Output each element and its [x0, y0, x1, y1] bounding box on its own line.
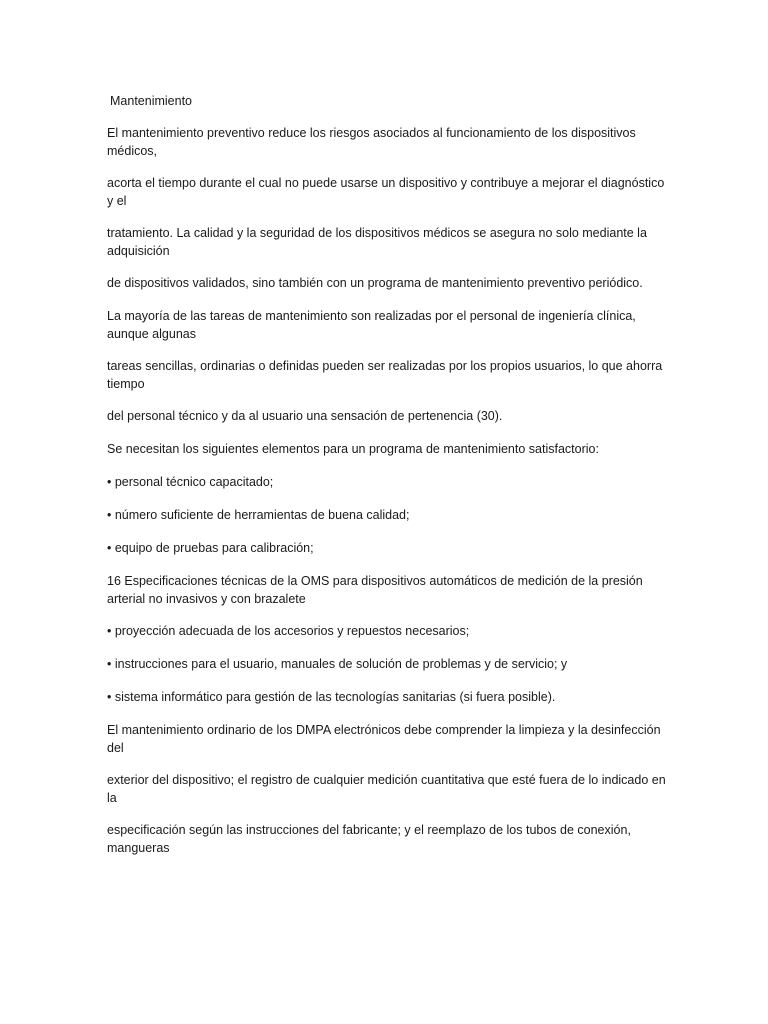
paragraph-4: de dispositivos validados, sino también con un programa de mantenimiento preventivo periódico. [107, 276, 643, 290]
list-item-1: • personal técnico capacitado; [107, 475, 274, 489]
list-item-6: • sistema informático para gestión de las tecnologías sanitarias (si fuera posible). [107, 690, 556, 704]
paragraph-11: especificación según las instrucciones del fabricante; y el reemplazo de los tubos de conexión, mangueras [107, 823, 631, 855]
paragraph-9: El mantenimiento ordinario de los DMPA electrónicos debe comprender la limpieza y la desinfección del [107, 723, 661, 755]
list-item-2: • número suficiente de herramientas de buena calidad; [107, 508, 410, 522]
paragraph-2: acorta el tiempo durante el cual no puede usarse un dispositivo y contribuye a mejorar el diagnóstico y el [107, 176, 665, 208]
paragraph-10: exterior del dispositivo; el registro de cualquier medición cuantitativa que esté fuera de lo indicado en la [107, 773, 666, 805]
paragraph-3: tratamiento. La calidad y la seguridad de los dispositivos médicos se asegura no solo mediante la adquisición [107, 226, 647, 258]
paragraph-8: Se necesitan los siguientes elementos para un programa de mantenimiento satisfactorio: [107, 442, 599, 456]
paragraph-1: El mantenimiento preventivo reduce los riesgos asociados al funcionamiento de los dispositivos médicos, [107, 126, 636, 158]
paragraph-6: tareas sencillas, ordinarias o definidas pueden ser realizadas por los propios usuarios, lo que ahorra tiempo [107, 359, 663, 391]
running-header-note: 16 Especificaciones técnicas de la OMS para dispositivos automáticos de medición de la presión arterial no invasivos y con brazalete [107, 574, 643, 606]
paragraph-5: La mayoría de las tareas de mantenimiento son realizadas por el personal de ingeniería clínica, aunque algunas [107, 309, 636, 341]
paragraph-7: del personal técnico y da al usuario una sensación de pertenencia (30). [107, 409, 503, 423]
document-body [107, 92, 667, 871]
document-title: Mantenimiento [110, 94, 192, 108]
list-item-4: • proyección adecuada de los accesorios y repuestos necesarios; [107, 624, 470, 638]
list-item-3: • equipo de pruebas para calibración; [107, 541, 314, 555]
list-item-5: • instrucciones para el usuario, manuales de solución de problemas y de servicio; y [107, 657, 568, 671]
